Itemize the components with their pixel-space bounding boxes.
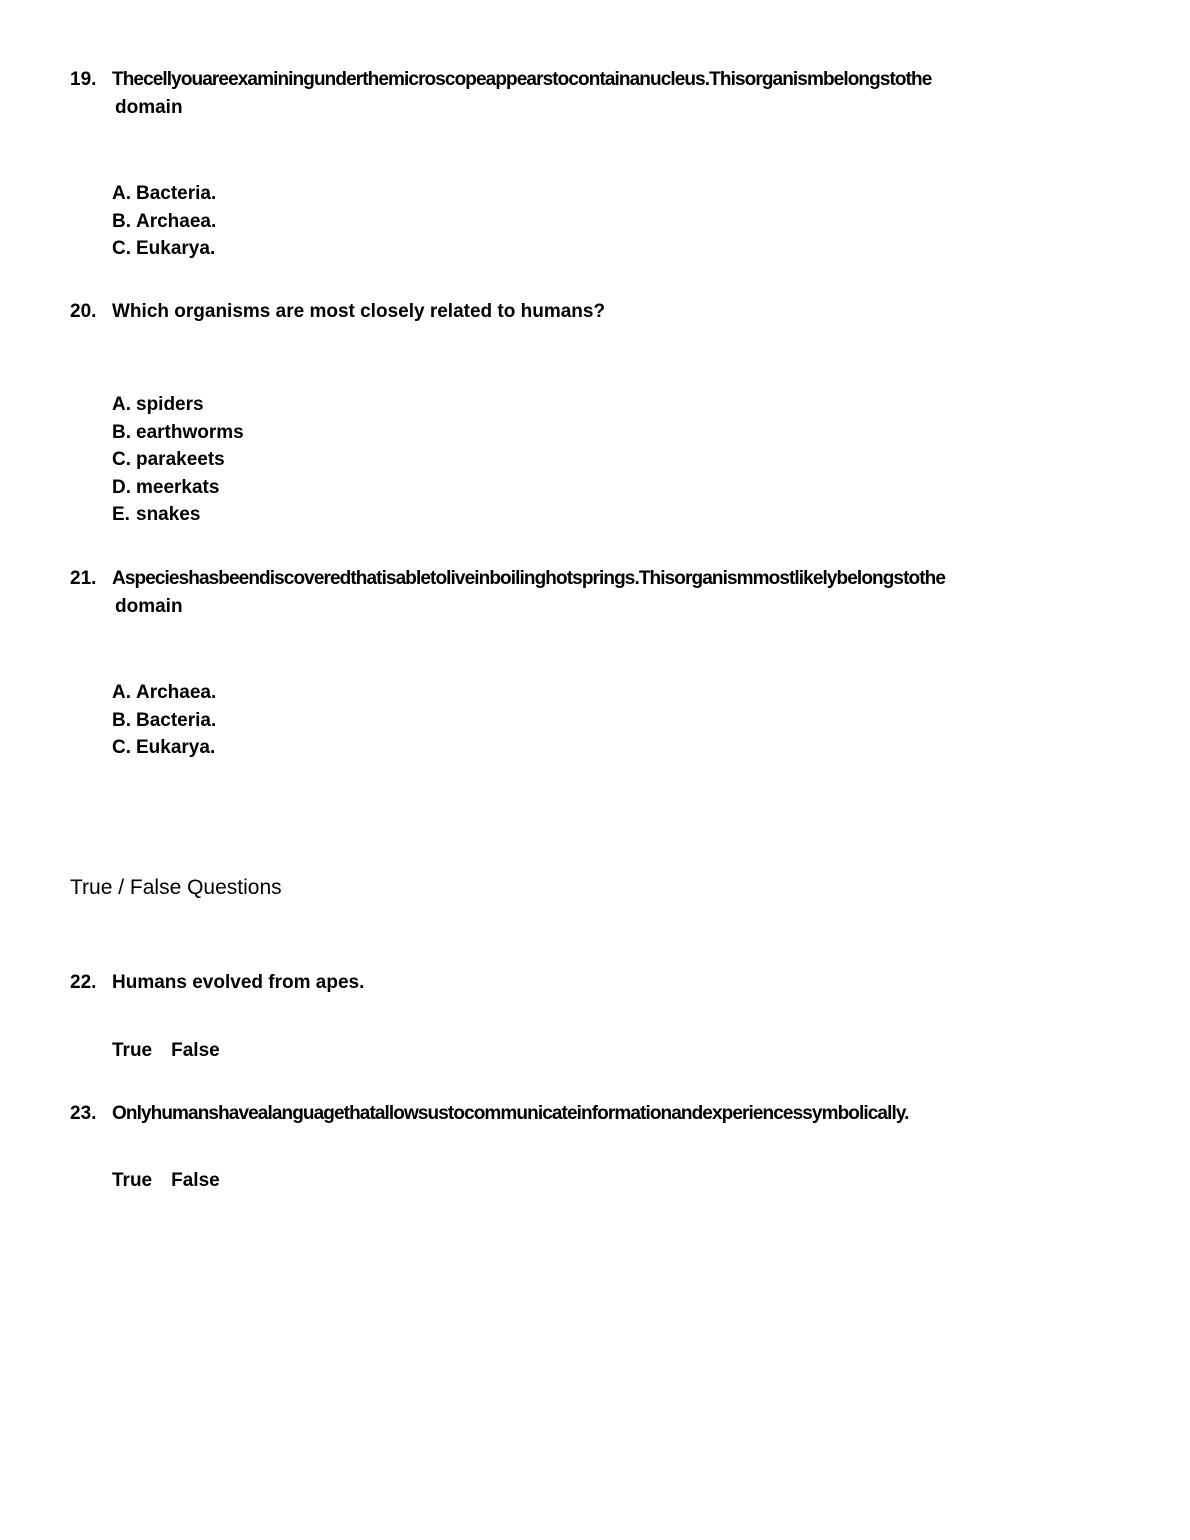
question-text: Humans evolved from apes. bbox=[112, 972, 365, 993]
option-text: Archaea. bbox=[136, 682, 217, 703]
option-text: Eukarya. bbox=[136, 737, 216, 758]
option-a bbox=[112, 682, 216, 704]
question-number: 22. bbox=[70, 972, 97, 993]
question-text: Thecellyouareexaminingunderthemicroscopeappearstocontainanucleus.Thisorganismbelongstothe bbox=[112, 69, 932, 90]
option-text: spiders bbox=[136, 394, 204, 415]
option-a bbox=[112, 394, 204, 416]
option-a bbox=[112, 183, 216, 205]
question-number: 21. bbox=[70, 568, 97, 589]
option-letter: A. bbox=[112, 394, 131, 415]
option-letter: B. bbox=[112, 710, 131, 731]
true-false-options bbox=[112, 1170, 220, 1192]
true-false-options bbox=[112, 1040, 220, 1062]
section-title: True / False Questions bbox=[70, 876, 282, 899]
option-text: snakes bbox=[136, 504, 201, 525]
option-e bbox=[112, 504, 200, 526]
question-text: Which organisms are most closely related to humans? bbox=[112, 301, 606, 322]
option-letter: B. bbox=[112, 211, 131, 232]
option-c bbox=[112, 449, 225, 471]
option-text: Bacteria. bbox=[136, 183, 217, 204]
true-option: True bbox=[112, 1040, 153, 1061]
option-b bbox=[112, 710, 216, 732]
question-text: Onlyhumanshavealanguagethatallowsustocommunicateinformationandexperiencessymbolically. bbox=[112, 1103, 909, 1124]
option-letter: D. bbox=[112, 477, 131, 498]
option-text: parakeets bbox=[136, 449, 225, 470]
false-option: False bbox=[171, 1170, 220, 1191]
option-letter: A. bbox=[112, 183, 131, 204]
option-text: Archaea. bbox=[136, 211, 217, 232]
option-letter: A. bbox=[112, 682, 131, 703]
question-number: 20. bbox=[70, 301, 97, 322]
question-text: Aspecieshasbeendiscoveredthatisabletoliveinboilinghotsprings.Thisorganismmostlikelybelongstothe bbox=[112, 568, 946, 589]
question-number: 23. bbox=[70, 1103, 97, 1124]
option-text: Bacteria. bbox=[136, 710, 217, 731]
true-option: True bbox=[112, 1170, 153, 1191]
question-text-continuation: domain bbox=[115, 97, 183, 118]
question-number: 19. bbox=[70, 69, 97, 90]
option-text: earthworms bbox=[136, 422, 244, 443]
option-letter: E. bbox=[112, 504, 130, 525]
option-c bbox=[112, 737, 215, 759]
option-letter: B. bbox=[112, 422, 131, 443]
option-letter: C. bbox=[112, 449, 131, 470]
option-b bbox=[112, 211, 216, 233]
option-letter: C. bbox=[112, 238, 131, 259]
false-option: False bbox=[171, 1040, 220, 1061]
question-text-continuation: domain bbox=[115, 596, 183, 617]
option-d bbox=[112, 477, 219, 499]
option-text: Eukarya. bbox=[136, 238, 216, 259]
option-text: meerkats bbox=[136, 477, 220, 498]
option-letter: C. bbox=[112, 737, 131, 758]
option-c bbox=[112, 238, 215, 260]
option-b bbox=[112, 422, 244, 444]
